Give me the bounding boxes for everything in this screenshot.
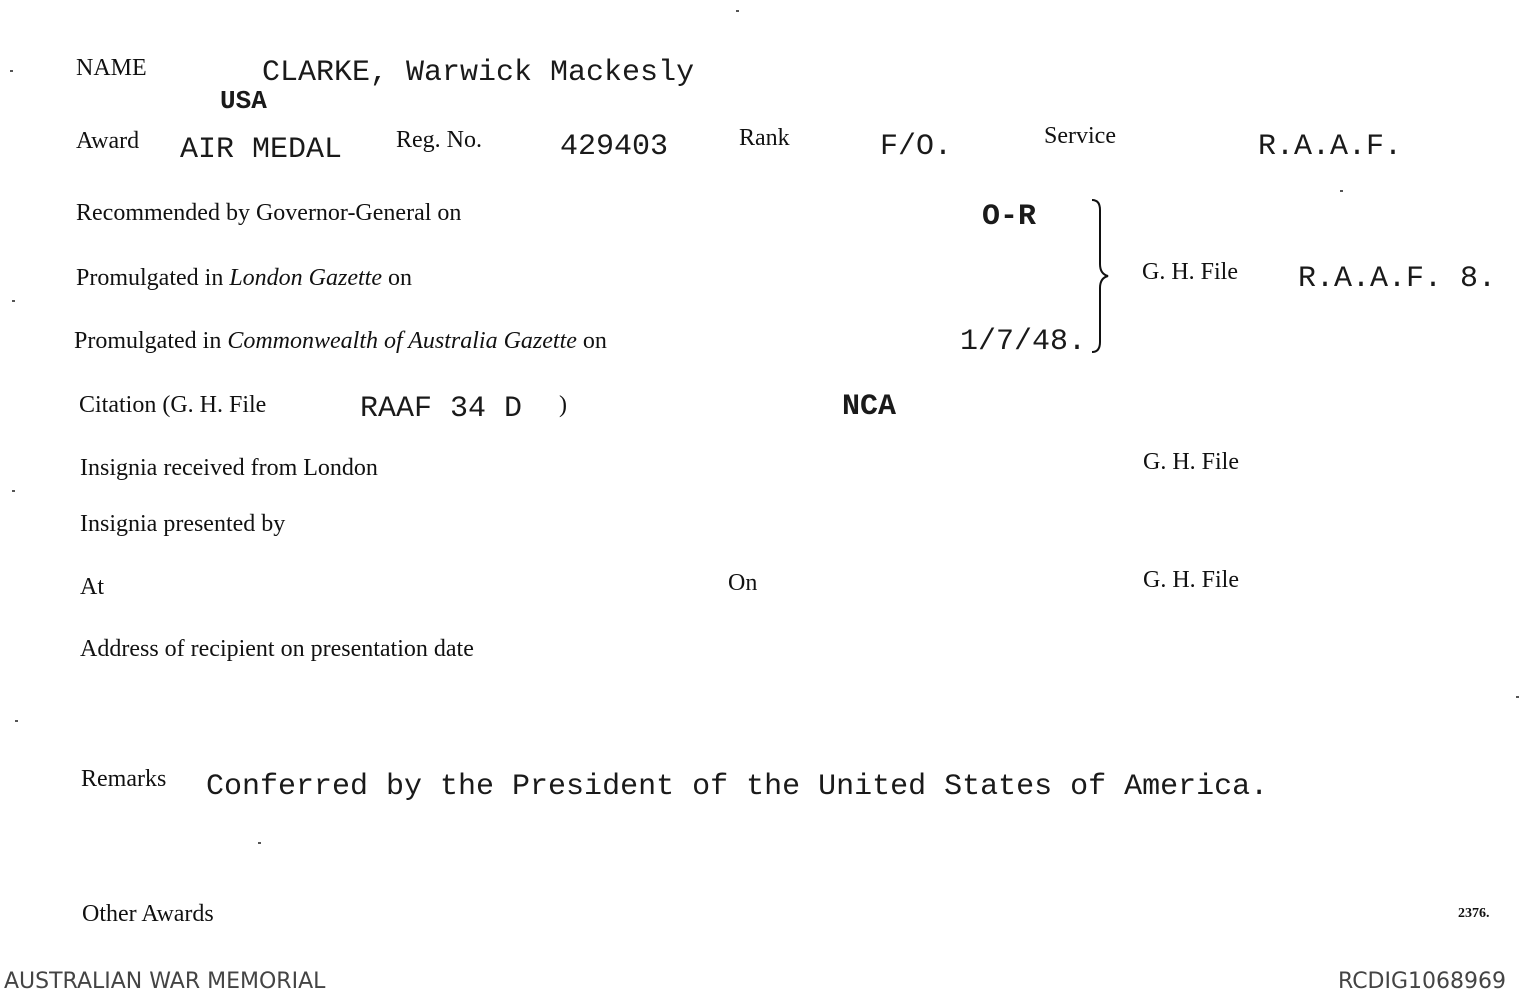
london-gazette-label (76, 265, 412, 292)
service-value: R.A.A.F. (1258, 130, 1403, 164)
name-note: USA (220, 86, 267, 116)
remarks-value: Conferred by the President of the United States of America. (206, 770, 1269, 804)
cwlth-gazette-suffix: on (582, 328, 607, 354)
on-label: On (728, 570, 758, 596)
other-awards-label: Other Awards (82, 901, 214, 927)
reg-no-value: 429403 (560, 130, 669, 164)
scan-speck (1516, 696, 1519, 698)
card-number: 2376. (1458, 906, 1490, 921)
scan-speck (12, 300, 15, 302)
recommended-value: O-R (982, 200, 1037, 234)
scan-speck (258, 842, 261, 844)
service-label: Service (1044, 123, 1116, 149)
scan-speck (736, 10, 739, 12)
remarks-label: Remarks (81, 766, 167, 792)
footer-id: RCDIG1068969 (1338, 969, 1507, 994)
london-gazette-suffix: on (388, 265, 412, 291)
footer-source: AUSTRALIAN WAR MEMORIAL (4, 969, 326, 994)
insignia-presented-label: Insignia presented by (80, 511, 286, 537)
london-gazette-prefix: Promulgated in (76, 265, 224, 291)
gh-file-value-1: R.A.A.F. 8. (1298, 262, 1497, 296)
scan-speck (10, 70, 13, 72)
recommended-label: Recommended by Governor-General on (76, 200, 462, 226)
scan-speck (15, 720, 18, 722)
citation-label: Citation (G. H. File (79, 392, 267, 418)
grouping-brace (1090, 198, 1114, 354)
citation-close: ) (559, 392, 567, 418)
gh-file-label-1: G. H. File (1142, 259, 1238, 285)
insignia-received-label: Insignia received from London (80, 455, 378, 481)
cwlth-gazette-value: 1/7/48. (960, 325, 1087, 359)
cwlth-gazette-prefix: Promulgated in (74, 328, 222, 354)
at-label: At (80, 574, 104, 600)
gh-file-label-2: G. H. File (1143, 449, 1239, 475)
gh-file-label-3: G. H. File (1143, 567, 1239, 593)
award-value: AIR MEDAL (180, 133, 343, 167)
rank-value: F/O. (880, 130, 953, 164)
scan-speck (1340, 190, 1343, 192)
citation-value: RAAF 34 D (360, 392, 523, 426)
address-label: Address of recipient on presentation date (80, 636, 474, 662)
name-value: CLARKE, Warwick Mackesly (262, 56, 695, 90)
name-label: NAME (76, 55, 147, 81)
citation-note: NCA (842, 390, 897, 424)
rank-label: Rank (739, 125, 790, 151)
cwlth-gazette-italic: Commonwealth of Australia Gazette (227, 328, 577, 354)
cwlth-gazette-label (74, 328, 607, 355)
award-label: Award (76, 128, 140, 154)
reg-no-label: Reg. No. (396, 127, 482, 153)
scan-speck (12, 490, 15, 492)
london-gazette-italic: London Gazette (229, 265, 382, 291)
